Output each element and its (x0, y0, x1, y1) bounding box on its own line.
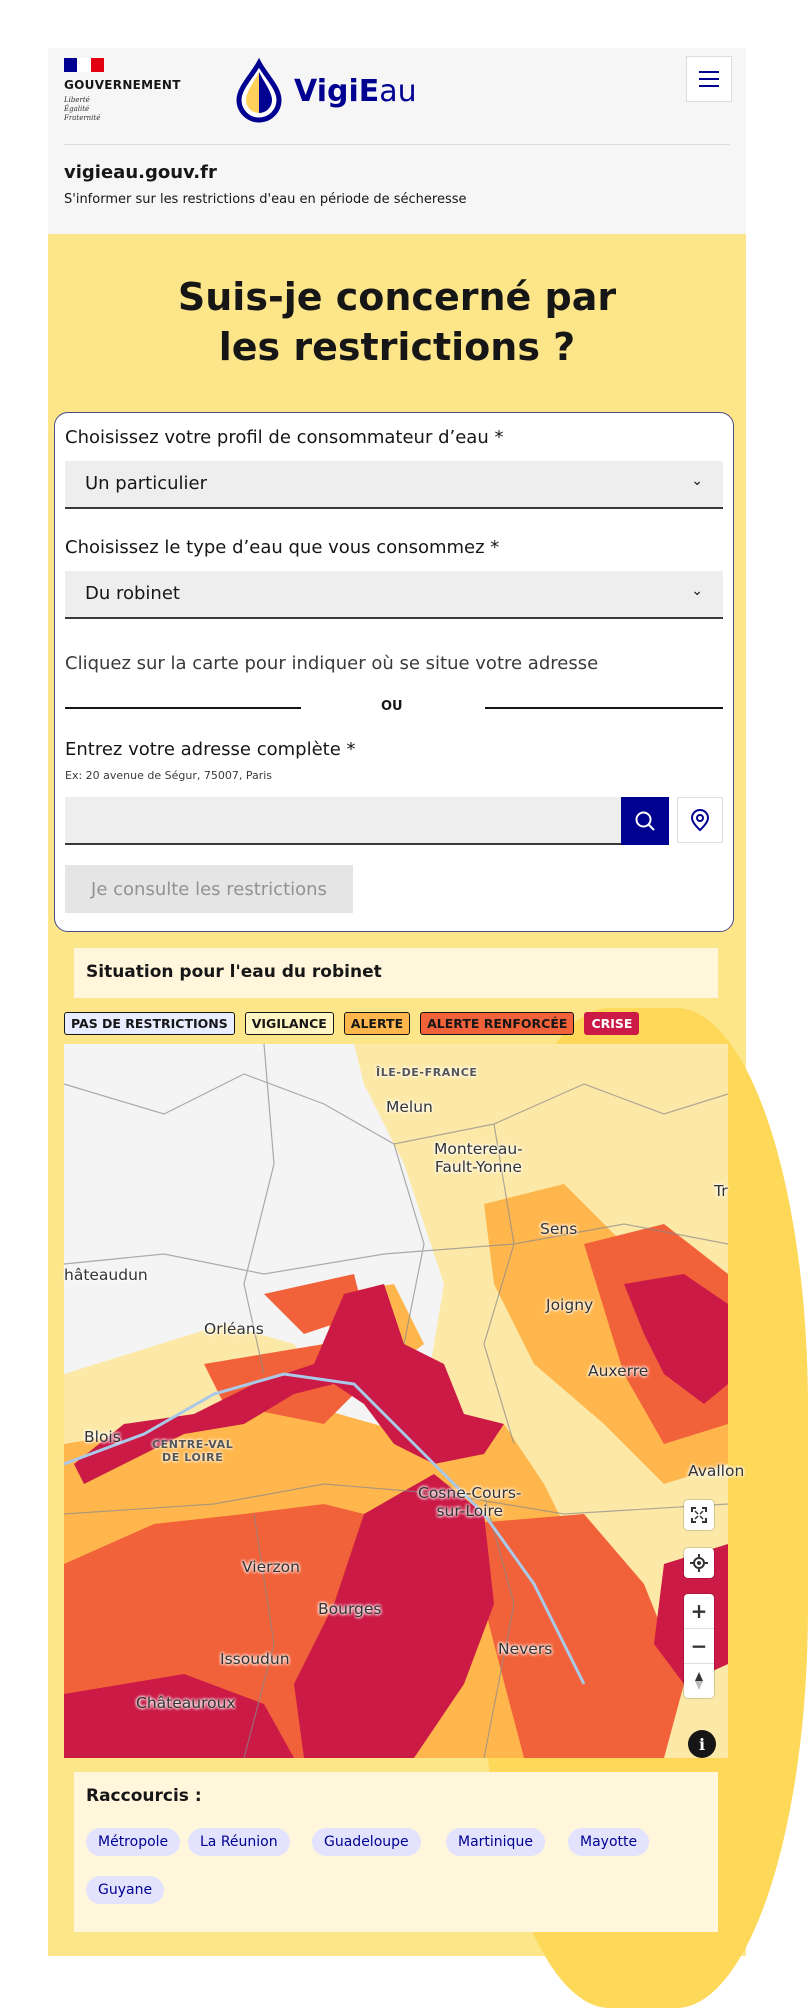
map-place-label: Auxerre (588, 1362, 649, 1380)
map-region-label: ÎLE-DE-FRANCE (376, 1066, 478, 1079)
page-title: Suis-je concerné par les restrictions ? (177, 275, 617, 369)
map-info-button[interactable]: i (688, 1730, 716, 1758)
zoom-in-button[interactable]: + (684, 1594, 714, 1629)
zoom-out-button[interactable]: − (684, 1629, 714, 1664)
situation-title: Situation pour l'eau du robinet (74, 948, 718, 998)
legend-alerte: ALERTE (344, 1012, 410, 1035)
chevron-down-icon: ⌄ (691, 473, 703, 489)
map-canvas[interactable] (64, 1044, 728, 1758)
search-icon (634, 810, 656, 832)
geolocate-button[interactable] (677, 797, 723, 843)
water-type-label: Choisissez le type d’eau que vous consommez * (65, 537, 500, 558)
map-place-label: Avallon (688, 1462, 745, 1480)
page (48, 48, 746, 1956)
address-label: Entrez votre adresse complète * (65, 739, 356, 760)
map-click-hint: Cliquez sur la carte pour indiquer où se situe votre adresse (65, 653, 599, 674)
restriction-legend (64, 1012, 639, 1035)
compass-icon (694, 1671, 704, 1691)
map-place-label: Sens (540, 1220, 578, 1238)
locate-icon (690, 1554, 708, 1572)
separator-or: OU (381, 699, 403, 714)
shortcut-mayotte[interactable]: Mayotte (568, 1828, 649, 1856)
map-place-label: Orléans (204, 1320, 264, 1338)
map-place-label: Melun (386, 1098, 433, 1116)
map-place-label: Issoudun (220, 1650, 290, 1668)
map-place-label: Châteauroux (136, 1694, 236, 1712)
shortcut-guadeloupe[interactable]: Guadeloupe (312, 1828, 421, 1856)
legend-vigilance: VIGILANCE (245, 1012, 334, 1035)
separator-line-right (485, 707, 723, 709)
map-place-label: Vierzon (242, 1558, 300, 1576)
brand-name[interactable]: VigiEau (294, 74, 417, 109)
search-form-card (54, 412, 734, 932)
restrictions-map[interactable] (64, 1044, 745, 1758)
map-place-label: Blois (84, 1428, 121, 1446)
address-input[interactable] (65, 797, 621, 845)
map-region-label: CENTRE-VAL DE LOIRE (152, 1438, 234, 1464)
header-divider (64, 144, 730, 145)
locate-button[interactable] (684, 1548, 714, 1578)
profile-label: Choisissez votre profil de consommateur d’eau * (65, 427, 504, 448)
zoom-controls (684, 1594, 714, 1698)
fullscreen-button[interactable] (684, 1500, 714, 1530)
shortcut-guyane[interactable]: Guyane (86, 1876, 164, 1904)
shortcut-la-reunion[interactable]: La Réunion (188, 1828, 290, 1856)
fullscreen-icon (690, 1506, 708, 1524)
republic-motto: Liberté Égalité Fraternité (64, 96, 101, 122)
legend-crise: CRISE (584, 1012, 639, 1035)
map-place-label: Nevers (498, 1640, 553, 1658)
compass-button[interactable] (684, 1664, 714, 1698)
separator-line-left (65, 707, 301, 709)
site-header (48, 48, 746, 234)
location-pin-icon (689, 808, 711, 832)
menu-button[interactable] (686, 56, 732, 102)
profile-select[interactable]: Un particulier ⌄ (65, 461, 723, 509)
address-hint: Ex: 20 avenue de Ségur, 75007, Paris (65, 769, 273, 782)
site-name[interactable]: vigieau.gouv.fr (64, 162, 217, 183)
map-place-label: Cosne-Cours- sur-Loire (418, 1484, 522, 1520)
site-tagline: S'informer sur les restrictions d'eau en période de sécheresse (64, 192, 467, 207)
chevron-down-icon: ⌄ (691, 583, 703, 599)
shortcuts-title: Raccourcis : (86, 1786, 202, 1806)
water-type-select[interactable]: Du robinet ⌄ (65, 571, 723, 619)
hamburger-icon (699, 71, 719, 73)
french-flag-icon (64, 58, 104, 72)
water-drop-logo-icon (234, 60, 284, 122)
legend-alerte-renforcee: ALERTE RENFORCÉE (420, 1012, 574, 1035)
shortcut-martinique[interactable]: Martinique (446, 1828, 545, 1856)
map-place-label: hâteaudun (64, 1266, 148, 1284)
shortcuts-panel (74, 1772, 718, 1932)
legend-no-restriction: PAS DE RESTRICTIONS (64, 1012, 235, 1035)
government-name: GOUVERNEMENT (64, 78, 181, 92)
map-place-label: Montereau- Fault-Yonne (434, 1140, 523, 1176)
consult-restrictions-button[interactable]: Je consulte les restrictions (65, 865, 353, 913)
map-place-label: Bourges (318, 1600, 382, 1618)
map-place-label: Joigny (546, 1296, 594, 1314)
search-button[interactable] (621, 797, 669, 845)
map-place-label: Tr (714, 1182, 728, 1200)
shortcut-metropole[interactable]: Métropole (86, 1828, 180, 1856)
